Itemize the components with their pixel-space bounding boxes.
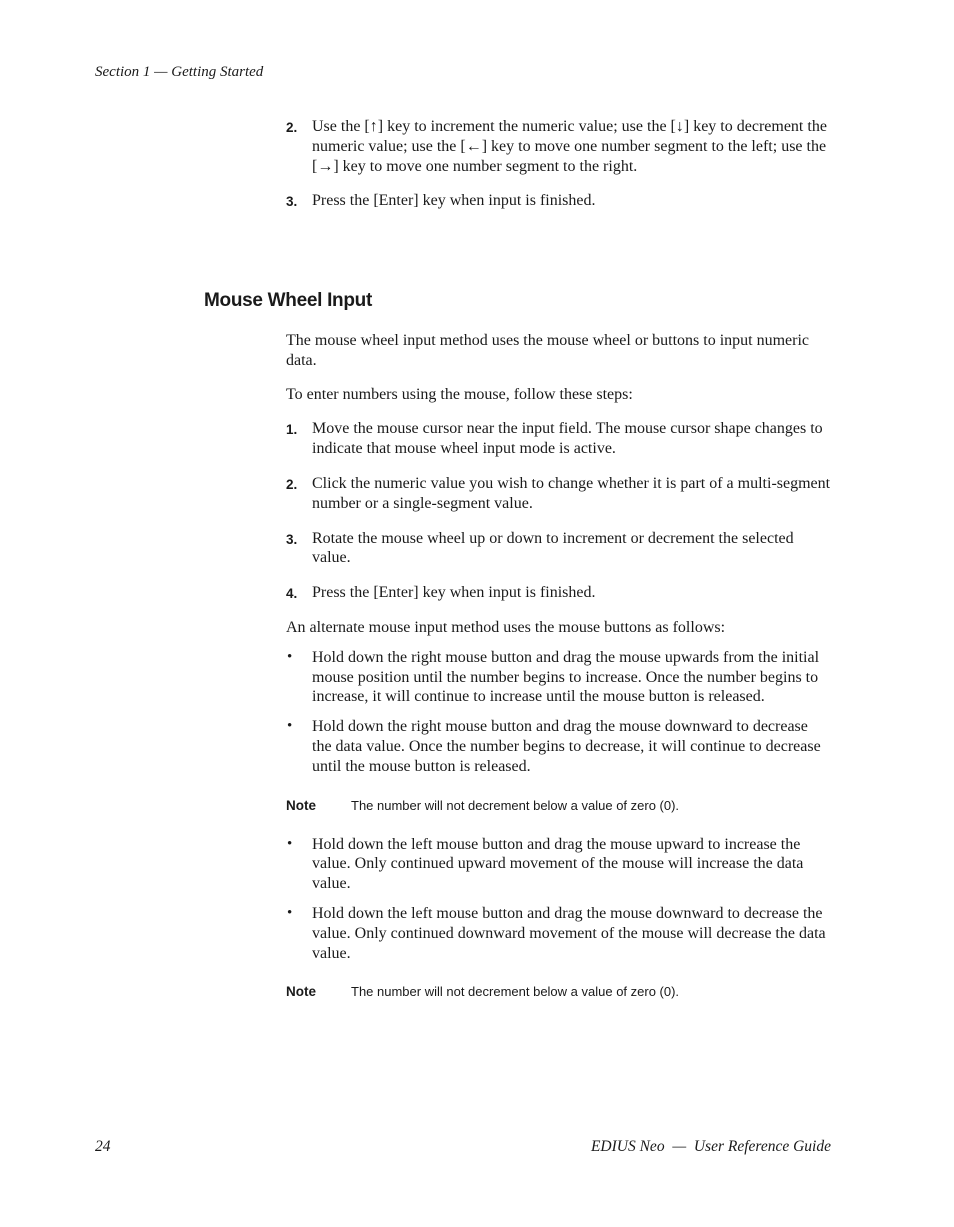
note-text: The number will not decrement below a value of zero (0).	[351, 797, 680, 813]
step-text: Move the mouse cursor near the input field. The mouse cursor shape changes to indicate that mouse wheel input mode is active.	[312, 420, 823, 458]
bullet: •	[287, 648, 293, 665]
section-heading: Mouse Wheel Input	[204, 290, 373, 311]
step-number: 3.	[286, 531, 298, 547]
bullet-text: Hold down the left mouse button and drag the mouse downward to decrease the value. Only continued downward movement of the mouse will decrease the data value.	[312, 904, 826, 962]
list-item	[286, 474, 831, 514]
list-item	[286, 191, 831, 211]
intro-paragraph: To enter numbers using the mouse, follow these steps:	[286, 385, 633, 403]
list-item	[286, 835, 831, 894]
footer-title: EDIUS Neo — User Reference Guide	[590, 1138, 831, 1155]
list-item	[286, 648, 831, 707]
step-text: Click the numeric value you wish to change whether it is part of a multi-segment number or a single-segment value.	[312, 474, 831, 512]
list-item	[286, 717, 831, 776]
note-text: The number will not decrement below a value of zero (0).	[351, 984, 680, 1000]
top-steps	[286, 117, 831, 211]
note-label: Note	[286, 984, 316, 1000]
bullet: •	[287, 718, 293, 735]
bullet: •	[287, 835, 293, 852]
step-number: 4.	[286, 586, 298, 602]
step-text: Press the [Enter] key when input is finished.	[312, 192, 596, 210]
bullet: •	[287, 904, 293, 921]
step-text: Rotate the mouse wheel up or down to increment or decrement the selected value.	[312, 529, 794, 567]
list-item	[286, 419, 831, 459]
step-number: 3.	[286, 194, 298, 210]
bullet-text: Hold down the left mouse button and drag the mouse upward to increase the value. Only continued upward movement of the mouse will increase the data value.	[312, 835, 804, 893]
alt-intro-paragraph: An alternate mouse input method uses the mouse buttons as follows:	[286, 618, 726, 636]
bullet-text: Hold down the right mouse button and drag the mouse downward to decrease the data value. Once the number begins to decrease, it will continue to decrease until the mouse button is released.	[312, 718, 821, 775]
bullet-text: Hold down the right mouse button and drag the mouse upwards from the initial mouse position until the number begins to increase. Once the number begins to increase, it will continue to increase until the mouse button is released.	[312, 648, 820, 706]
note	[286, 797, 831, 815]
list-item	[286, 117, 831, 176]
list-item	[286, 904, 831, 963]
page-header: Section 1 — Getting Started	[95, 64, 264, 80]
page-number: 24	[95, 1138, 111, 1155]
step-number: 2.	[286, 120, 298, 135]
step-number: 1.	[286, 422, 298, 438]
step-text: Press the [Enter] key when input is finished.	[312, 584, 596, 602]
section-body	[286, 331, 831, 1001]
note-label: Note	[286, 797, 316, 813]
step-text: Use the [↑] key to increment the numeric value; use the [↓] key to decrement the numeric value; use the [←] key to move one number segment to the left; use the [→] key to move one number segment to the right.	[312, 118, 827, 175]
note	[286, 983, 831, 1001]
list-item	[286, 583, 831, 603]
list-item	[286, 529, 831, 569]
intro-paragraph: The mouse wheel input method uses the mouse wheel or buttons to input numeric data.	[286, 332, 810, 369]
step-number: 2.	[286, 476, 298, 492]
